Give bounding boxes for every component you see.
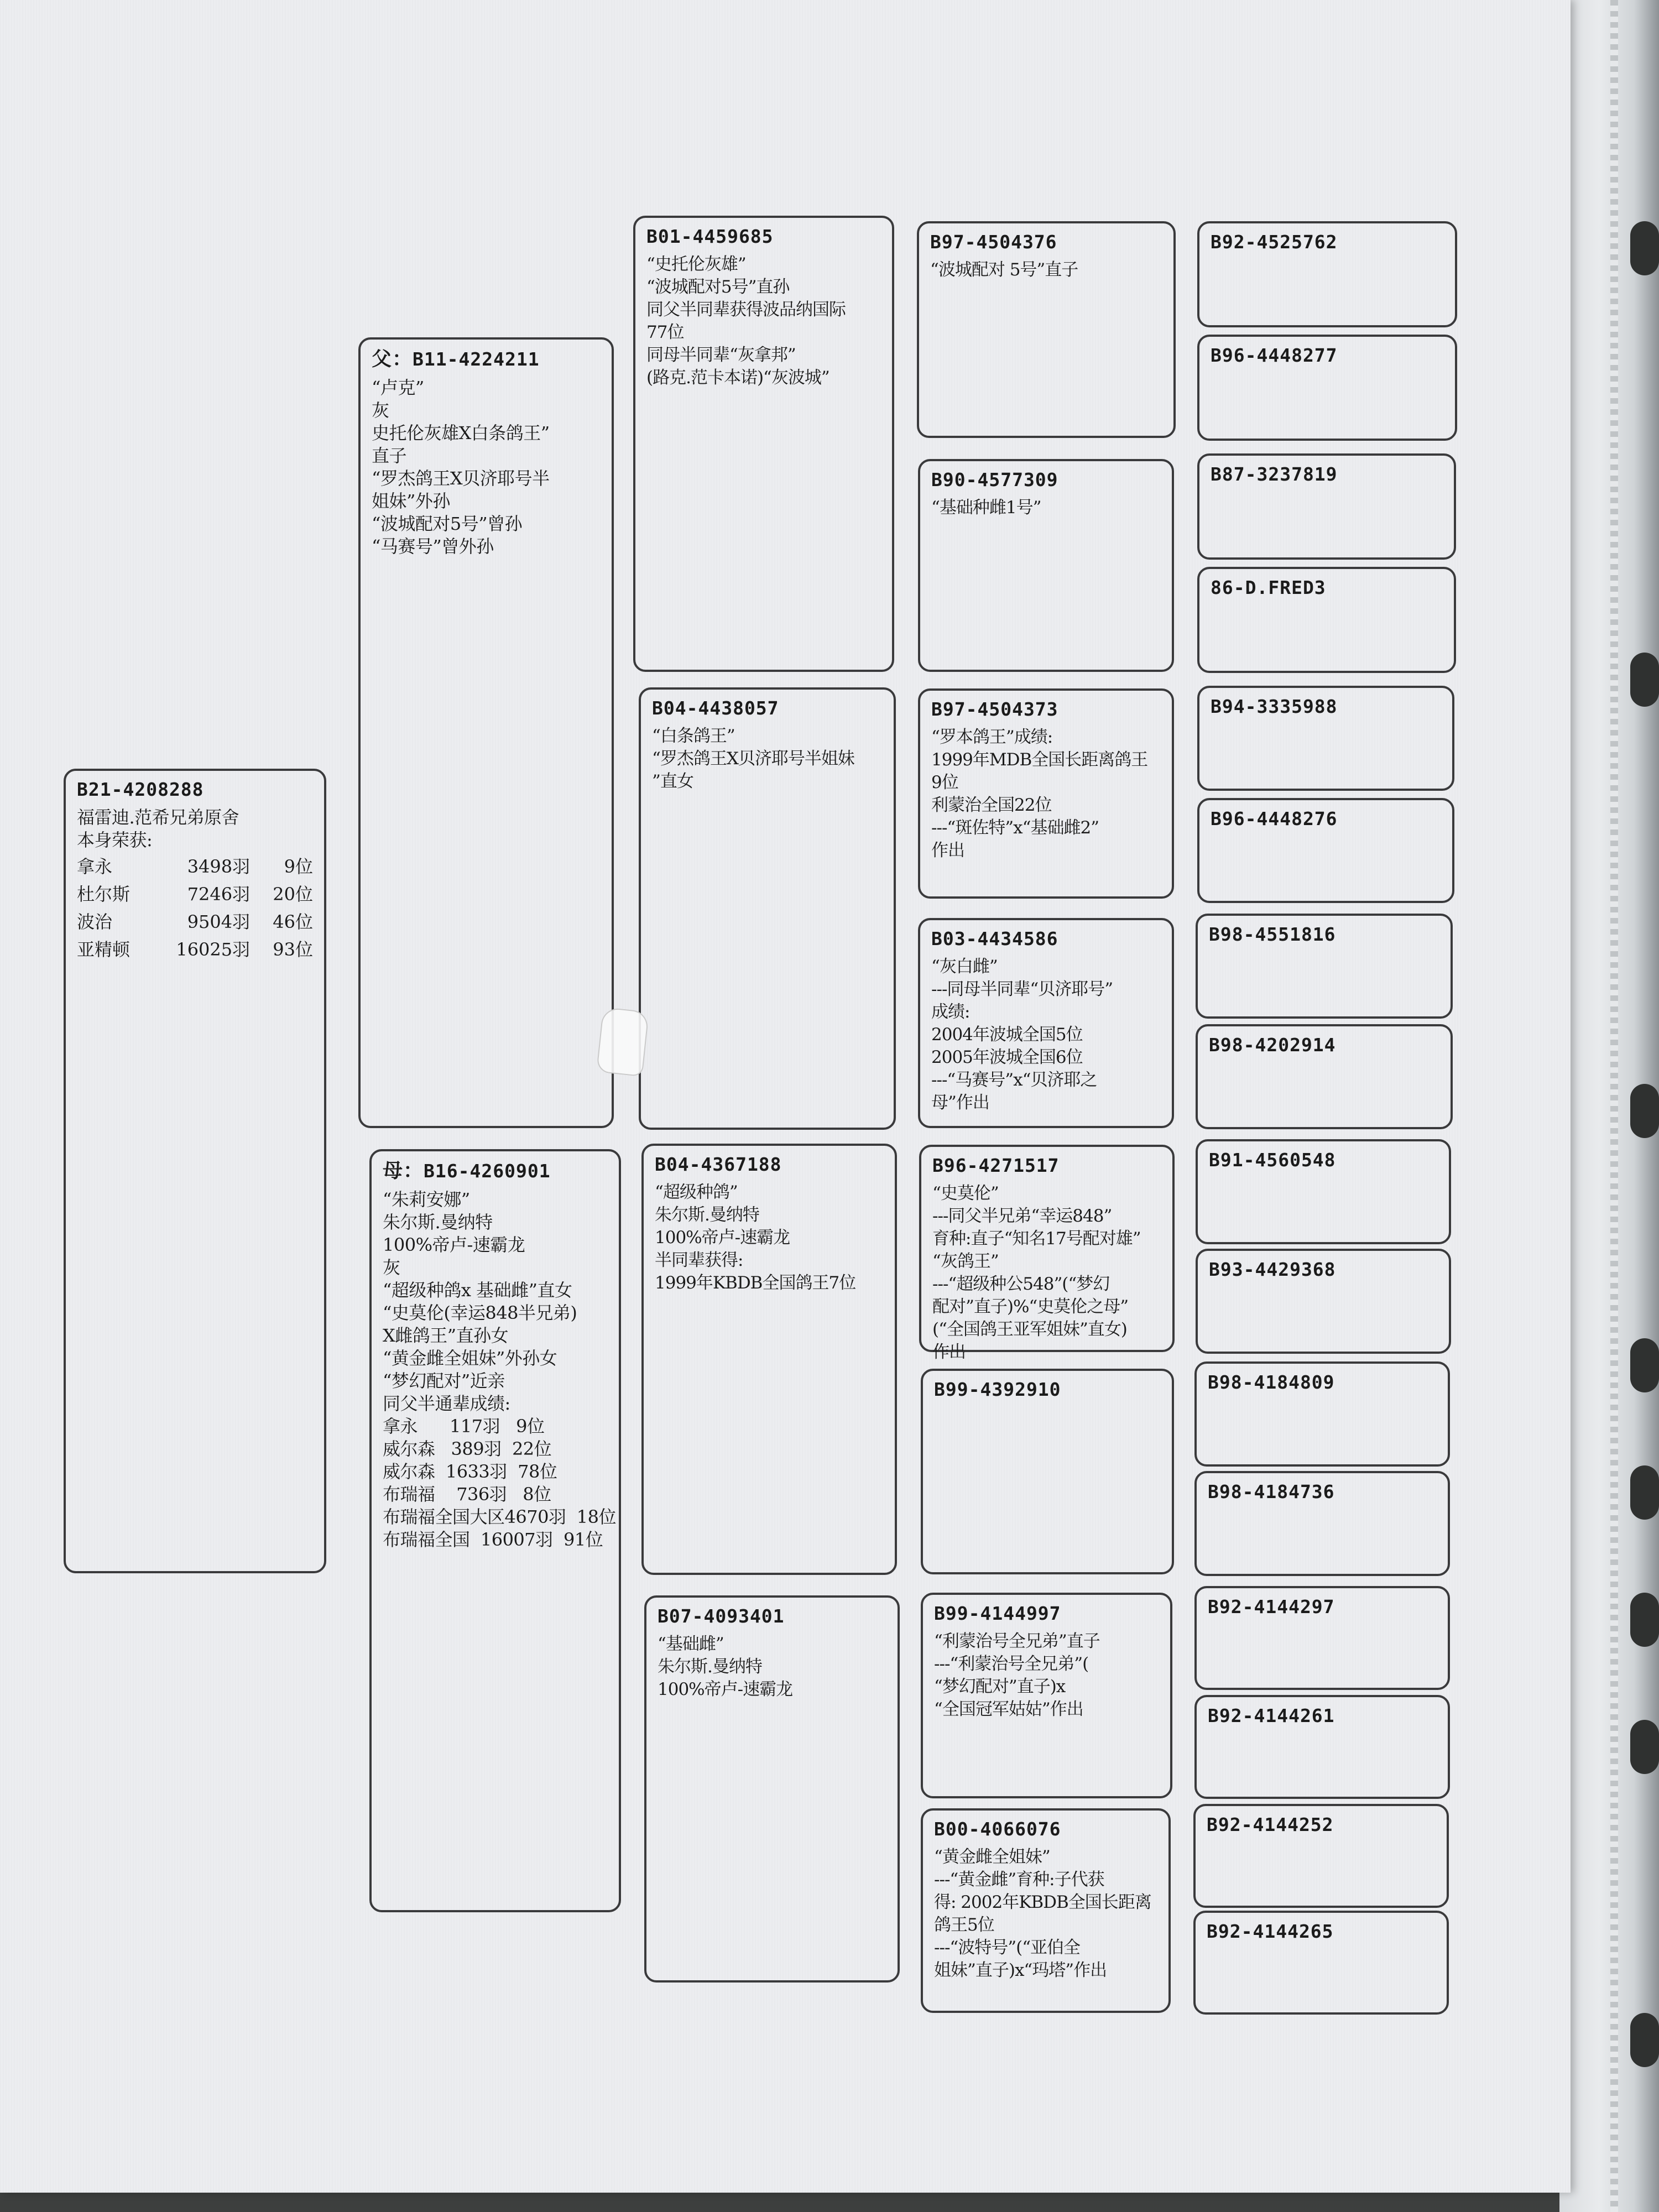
dam-card: [369, 1149, 621, 1912]
gen4-card: [1196, 1139, 1451, 1244]
dam-line: 朱尔斯.曼纳特: [383, 1212, 493, 1233]
great-grandparent-line: ---“利蒙治号全兄弟”(: [934, 1653, 1089, 1674]
great-grandparent-id: B90-4577309: [931, 469, 1058, 491]
great-grandparent-line: 得: 2002年KBDB全国长距离: [934, 1892, 1151, 1912]
gen4-card: [1196, 1024, 1453, 1129]
gen4-card: [1197, 453, 1456, 560]
tape-piece: [596, 1007, 649, 1077]
dam-line: 灰: [383, 1257, 400, 1279]
gen4-card: [1197, 686, 1454, 791]
dam-line: “超级种鸽x 基础雌”直女: [383, 1280, 572, 1301]
great-grandparent-line: 配对”直子)%“史莫伦之母”: [932, 1296, 1129, 1317]
sire-line: “马赛号”曾外孙: [372, 536, 494, 557]
punch-hole: [1630, 1720, 1659, 1774]
great-grandparent-card: [918, 918, 1174, 1128]
great-grandparent-line: 作出: [932, 1342, 966, 1362]
subject-owner: 福雷迪.范希兄弟原舍: [77, 806, 239, 828]
great-grandparent-line: ---“黄金雌”育种:子代获: [934, 1869, 1104, 1890]
grandparent-line: 同母半同辈“灰拿邦”: [646, 345, 796, 365]
gen4-id: B98-4551816: [1209, 924, 1336, 945]
result-row: 亚精顿 16025羽 93位: [77, 938, 313, 960]
gen4-id: B98-4202914: [1209, 1034, 1336, 1056]
dam-line: 同父半通辈成绩:: [383, 1393, 510, 1415]
gen4-id: B87-3237819: [1211, 463, 1338, 485]
grandparent-line: “基础雌”: [658, 1634, 724, 1654]
dam-line: “朱莉安娜”: [383, 1189, 470, 1211]
great-grandparent-line: “梦幻配对”直子)x: [934, 1676, 1066, 1697]
grandparent-card: [633, 216, 894, 672]
gen4-card: [1194, 1361, 1450, 1467]
great-grandparent-line: 姐妹”直子)x“玛塔”作出: [934, 1960, 1107, 1980]
sire-line: 直子: [372, 445, 407, 467]
dam-line: “史莫伦(幸运848半兄弟): [383, 1302, 577, 1324]
great-grandparent-line: “利蒙治号全兄弟”直子: [934, 1631, 1100, 1651]
great-grandparent-id: B03-4434586: [931, 928, 1058, 950]
great-grandparent-line: 成绩:: [931, 1001, 970, 1022]
great-grandparent-card: [919, 1145, 1175, 1362]
gen4-card: [1197, 221, 1457, 327]
dam-line: X雌鸽王”直孙女: [383, 1325, 509, 1347]
punch-hole: [1630, 1084, 1659, 1138]
great-grandparent-line: ---“超级种公548”(“梦幻: [932, 1274, 1110, 1294]
great-grandparent-line: “基础种雌1号”: [931, 497, 1041, 518]
gen4-id: B94-3335988: [1211, 696, 1338, 717]
dam-line: 100%帝卢-速霸龙: [383, 1234, 525, 1256]
great-grandparent-line: ---同母半同辈“贝济耶号”: [931, 979, 1113, 999]
punch-hole: [1630, 653, 1659, 707]
dam-line: 威尔森 389羽 22位: [383, 1438, 552, 1460]
great-grandparent-line: ---“波特号”(“亚伯全: [934, 1937, 1081, 1958]
grandparent-line: 朱尔斯.曼纳特: [658, 1656, 762, 1677]
gen4-card: [1196, 1249, 1451, 1354]
grandparent-line: 1999年KBDB全国鸽王7位: [655, 1272, 856, 1293]
result-row: 波治 9504羽 46位: [77, 911, 313, 932]
gen4-card: [1197, 335, 1457, 441]
subject-results: [77, 853, 313, 963]
great-grandparent-line: 2005年波城全国6位: [931, 1047, 1083, 1067]
grandparent-line: 半同辈获得:: [655, 1250, 743, 1270]
gen4-id: B92-4525762: [1211, 231, 1338, 253]
punch-hole: [1630, 221, 1659, 275]
great-grandparent-line: “史莫伦”: [932, 1183, 999, 1203]
gen4-card: [1197, 798, 1454, 903]
great-grandparent-id: B99-4144997: [934, 1603, 1061, 1624]
great-grandparent-line: ---“斑佐特”x“基础雌2”: [931, 817, 1099, 838]
great-grandparent-id: B97-4504373: [931, 698, 1058, 720]
sire-line: “卢克”: [372, 377, 424, 399]
dam-id: 母：B16-4260901: [383, 1160, 551, 1182]
great-grandparent-line: 9位: [931, 772, 958, 792]
dam-line: 布瑞福全国大区4670羽 18位: [383, 1506, 617, 1528]
gen4-card: [1194, 1471, 1450, 1576]
sire-line: 灰: [372, 400, 389, 421]
dam-line: 威尔森 1633羽 78位: [383, 1461, 557, 1483]
result-row: 杜尔斯 7246羽 20位: [77, 883, 313, 905]
dam-line: 布瑞福 736羽 8位: [383, 1484, 551, 1505]
great-grandparent-card: [921, 1593, 1172, 1798]
great-grandparent-card: [917, 221, 1176, 438]
sire-line: 姐妹”外孙: [372, 491, 450, 512]
grandparent-id: B04-4367188: [655, 1154, 782, 1175]
great-grandparent-line: (“全国鸽王亚军姐妹”直女): [932, 1319, 1127, 1339]
grandparent-line: “超级种鸽”: [655, 1182, 738, 1202]
grandparent-line: “史托伦灰雄”: [646, 254, 746, 274]
great-grandparent-line: “罗本鸽王”成绩:: [931, 727, 1053, 747]
gen4-id: B96-4448276: [1211, 808, 1338, 830]
grandparent-card: [644, 1595, 900, 1983]
grandparent-line: 77位: [646, 322, 684, 342]
gen4-id: B92-4144261: [1208, 1705, 1335, 1726]
great-grandparent-line: “灰鸽王”: [932, 1251, 999, 1271]
great-grandparent-line: 利蒙治全国22位: [931, 795, 1052, 815]
punch-hole: [1630, 1338, 1659, 1392]
result-row: 拿永 3498羽 9位: [77, 855, 313, 877]
great-grandparent-card: [918, 459, 1174, 672]
dam-line: “梦幻配对”近亲: [383, 1370, 505, 1392]
sire-line: “罗杰鸽王X贝济耶号半: [372, 468, 550, 489]
great-grandparent-id: B97-4504376: [930, 231, 1057, 253]
great-grandparent-line: 鸽王5位: [934, 1914, 994, 1935]
grandparent-line: “波城配对5号”直孙: [646, 276, 790, 297]
great-grandparent-line: 育种:直子“知名17号配对雄”: [932, 1228, 1141, 1249]
dam-line: 拿永 117羽 9位: [383, 1416, 545, 1437]
gen4-card: [1193, 1911, 1449, 2015]
great-grandparent-line: 1999年MDB全国长距离鸽王: [931, 749, 1148, 770]
gen4-card: [1197, 567, 1456, 673]
gen4-card: [1194, 1695, 1450, 1799]
great-grandparent-line: ---同父半兄弟“幸运848”: [932, 1206, 1112, 1226]
gen4-id: B92-4144265: [1207, 1921, 1334, 1942]
great-grandparent-line: “灰白雌”: [931, 956, 998, 977]
grandparent-line: 100%帝卢-速霸龙: [658, 1679, 793, 1699]
dam-line: “黄金雌全姐妹”外孙女: [383, 1348, 557, 1369]
great-grandparent-line: ---“马赛号”x“贝济耶之: [931, 1070, 1097, 1090]
subject-id: B21-4208288: [77, 779, 204, 800]
subject-honor-label: 本身荣获:: [77, 829, 153, 851]
gen4-id: B91-4560548: [1209, 1149, 1336, 1171]
great-grandparent-line: 2004年波城全国5位: [931, 1024, 1083, 1045]
sire-line: “波城配对5号”曾孙: [372, 513, 523, 535]
subject-card: [64, 769, 326, 1573]
grandparent-id: B04-4438057: [652, 697, 779, 719]
great-grandparent-id: B96-4271517: [932, 1155, 1060, 1176]
gen4-id: B92-4144297: [1208, 1596, 1335, 1618]
great-grandparent-card: [921, 1369, 1174, 1574]
grandparent-line: 同父半同辈获得波品纳国际: [646, 299, 846, 320]
great-grandparent-id: B00-4066076: [934, 1818, 1061, 1840]
gen4-id: B96-4448277: [1211, 345, 1338, 366]
gen4-card: [1196, 914, 1453, 1019]
gen4-card: [1193, 1804, 1449, 1908]
sleeve-rail: [1610, 0, 1618, 2212]
great-grandparent-card: [921, 1808, 1171, 2013]
grandparent-line: “白条鸽王”: [652, 726, 735, 746]
grandparent-line: “罗杰鸽王X贝济耶号半姐妹: [652, 748, 854, 769]
great-grandparent-line: “全国冠军姑姑”作出: [934, 1699, 1083, 1719]
grandparent-line: ”直女: [652, 771, 693, 791]
grandparent-line: (路克.范卡本诺)“灰波城”: [646, 367, 830, 388]
great-grandparent-line: 母”作出: [931, 1092, 989, 1113]
grandparent-id: B01-4459685: [646, 226, 774, 247]
great-grandparent-line: “波城配对 5号”直子: [930, 259, 1078, 280]
grandparent-line: 100%帝卢-速霸龙: [655, 1227, 790, 1248]
grandparent-line: 朱尔斯.曼纳特: [655, 1204, 759, 1225]
grandparent-id: B07-4093401: [658, 1605, 785, 1627]
punch-hole: [1630, 1593, 1659, 1647]
sire-card: [358, 337, 614, 1128]
gen4-id: B98-4184736: [1208, 1481, 1335, 1503]
gen4-id: B93-4429368: [1209, 1259, 1336, 1280]
gen4-id: 86-D.FRED3: [1211, 577, 1326, 598]
punch-hole: [1630, 1465, 1659, 1520]
great-grandparent-line: “黄金雌全姐妹”: [934, 1846, 1050, 1867]
sire-id: 父：B11-4224211: [372, 348, 540, 371]
great-grandparent-card: [918, 688, 1174, 899]
great-grandparent-id: B99-4392910: [934, 1379, 1061, 1400]
gen4-id: B98-4184809: [1208, 1371, 1335, 1393]
dam-line: 布瑞福全国 16007羽 91位: [383, 1529, 603, 1551]
great-grandparent-line: 作出: [931, 840, 964, 860]
punch-hole: [1630, 2013, 1659, 2067]
gen4-id: B92-4144252: [1207, 1814, 1334, 1835]
grandparent-card: [641, 1144, 897, 1575]
gen4-card: [1194, 1586, 1450, 1690]
sire-line: 史托伦灰雄X白条鸽王”: [372, 422, 550, 444]
grandparent-card: [639, 687, 896, 1130]
